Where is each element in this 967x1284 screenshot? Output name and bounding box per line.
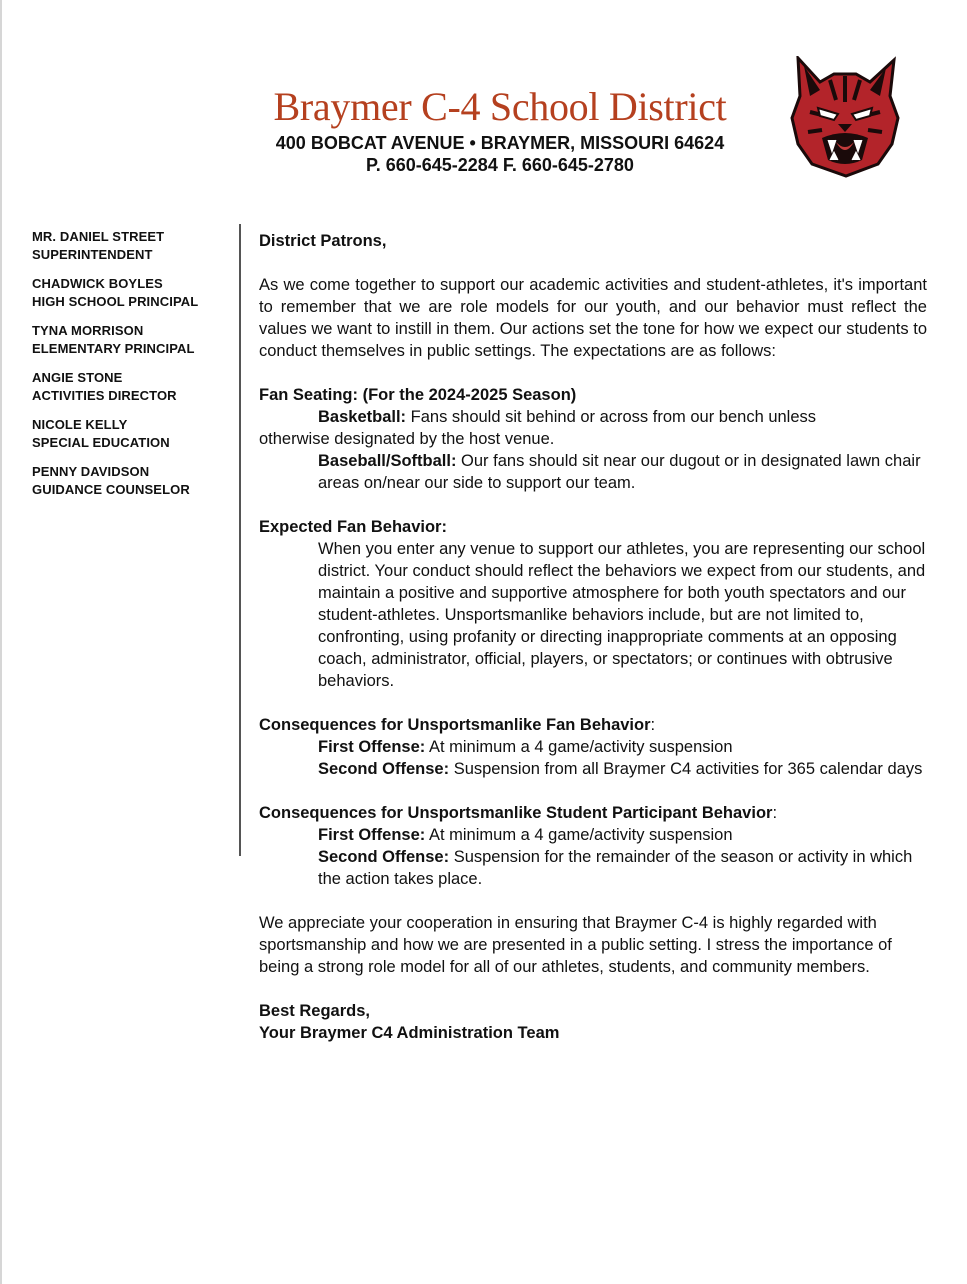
student-consequences-heading-line: Consequences for Unsportsmanlike Student Participant Behavior: bbox=[259, 804, 778, 822]
student-first-offense bbox=[259, 824, 927, 846]
baseball-text: Our fans should sit near our dugout or in designated lawn chair areas on/near our side to support our team. bbox=[318, 452, 921, 492]
basketball-text: Fans should sit behind or across from our bench unless bbox=[410, 408, 817, 426]
offense-label: Second Offense: bbox=[318, 848, 450, 866]
staff-title: HIGH SCHOOL PRINCIPAL bbox=[32, 294, 199, 309]
signature: Your Braymer C4 Administration Team bbox=[259, 1024, 560, 1042]
basketball-line bbox=[259, 406, 927, 428]
letter-body bbox=[259, 230, 927, 1044]
seating-heading: Fan Seating: (For the 2024-2025 Season) bbox=[259, 386, 577, 404]
staff-name: CHADWICK BOYLES bbox=[32, 276, 163, 291]
offense-text: At minimum a 4 game/activity suspension bbox=[428, 738, 733, 756]
staff-entry bbox=[32, 275, 232, 311]
staff-name: NICOLE KELLY bbox=[32, 417, 128, 432]
intro-paragraph: As we come together to support our academic activities and student-athletes, it's important to remember that we are role models for our youth, and our behavior must reflect the values we want to instill in them. Our actions set the tone for how we expect our students to conduct themselves in public settings. The expectations are as follows: bbox=[259, 276, 927, 360]
staff-title: ELEMENTARY PRINCIPAL bbox=[32, 341, 195, 356]
baseball-label: Baseball/Softball: bbox=[318, 452, 457, 470]
student-second-offense bbox=[259, 846, 927, 890]
district-name: Braymer C-4 School District bbox=[273, 84, 727, 129]
staff-name: TYNA MORRISON bbox=[32, 323, 144, 338]
baseball-line bbox=[259, 450, 927, 494]
district-phone: P. 660-645-2284 F. 660-645-2780 bbox=[366, 155, 634, 175]
staff-name: ANGIE STONE bbox=[32, 370, 123, 385]
staff-name: PENNY DAVIDSON bbox=[32, 464, 150, 479]
district-address: 400 BOBCAT AVENUE • BRAYMER, MISSOURI 64624 bbox=[275, 133, 725, 153]
staff-title: SPECIAL EDUCATION bbox=[32, 435, 170, 450]
fan-consequences-heading-line: Consequences for Unsportsmanlike Fan Behavior: bbox=[259, 716, 656, 734]
bobcat-mascot-icon bbox=[790, 56, 900, 178]
offense-label: Second Offense: bbox=[318, 760, 450, 778]
staff-entry bbox=[32, 322, 232, 358]
closing-paragraph: We appreciate your cooperation in ensuring that Braymer C-4 is highly regarded with sportsmanship and how we are presented in a public setting. I stress the importance of being a strong role model for all of our athletes, students, and community members. bbox=[259, 914, 892, 976]
student-consequences-heading: Consequences for Unsportsmanlike Student Participant Behavior bbox=[259, 804, 773, 822]
signoff: Best Regards, bbox=[259, 1002, 370, 1020]
offense-text: At minimum a 4 game/activity suspension bbox=[428, 826, 733, 844]
fan-second-offense bbox=[259, 758, 927, 780]
staff-title: SUPERINTENDENT bbox=[32, 247, 153, 262]
staff-entry bbox=[32, 228, 232, 264]
behavior-heading: Expected Fan Behavior: bbox=[259, 518, 447, 536]
staff-title: ACTIVITIES DIRECTOR bbox=[32, 388, 177, 403]
staff-entry bbox=[32, 369, 232, 405]
offense-label: First Offense: bbox=[318, 738, 426, 756]
basketball-label: Basketball: bbox=[318, 408, 407, 426]
offense-label: First Offense: bbox=[318, 826, 426, 844]
offense-text: Suspension from all Braymer C4 activities for 365 calendar days bbox=[453, 760, 923, 778]
staff-entry bbox=[32, 463, 232, 499]
page-edge bbox=[0, 0, 2, 1284]
staff-title: GUIDANCE COUNSELOR bbox=[32, 482, 190, 497]
vertical-divider bbox=[239, 224, 241, 856]
staff-directory bbox=[32, 228, 232, 510]
staff-entry bbox=[32, 416, 232, 452]
fan-first-offense bbox=[259, 736, 927, 758]
basketball-continuation: otherwise designated by the host venue. bbox=[259, 430, 555, 448]
salutation: District Patrons, bbox=[259, 232, 387, 250]
behavior-paragraph: When you enter any venue to support our athletes, you are representing our school district. Your conduct should reflect the behaviors we expect from our students, and maintain a positive and supportive atmosphere for both youth spectators and our student-athletes. Unsportsmanlike behaviors include, but are not limited to, confronting, using profanity or directing inappropriate comments at an opposing coach, administrator, official, players, or spectators; or continues with obtrusive behaviors. bbox=[318, 540, 926, 690]
fan-consequences-heading: Consequences for Unsportsmanlike Fan Behavior bbox=[259, 716, 651, 734]
staff-name: MR. DANIEL STREET bbox=[32, 229, 165, 244]
offense-text: Suspension for the remainder of the season or activity in which the action takes place. bbox=[318, 848, 913, 888]
